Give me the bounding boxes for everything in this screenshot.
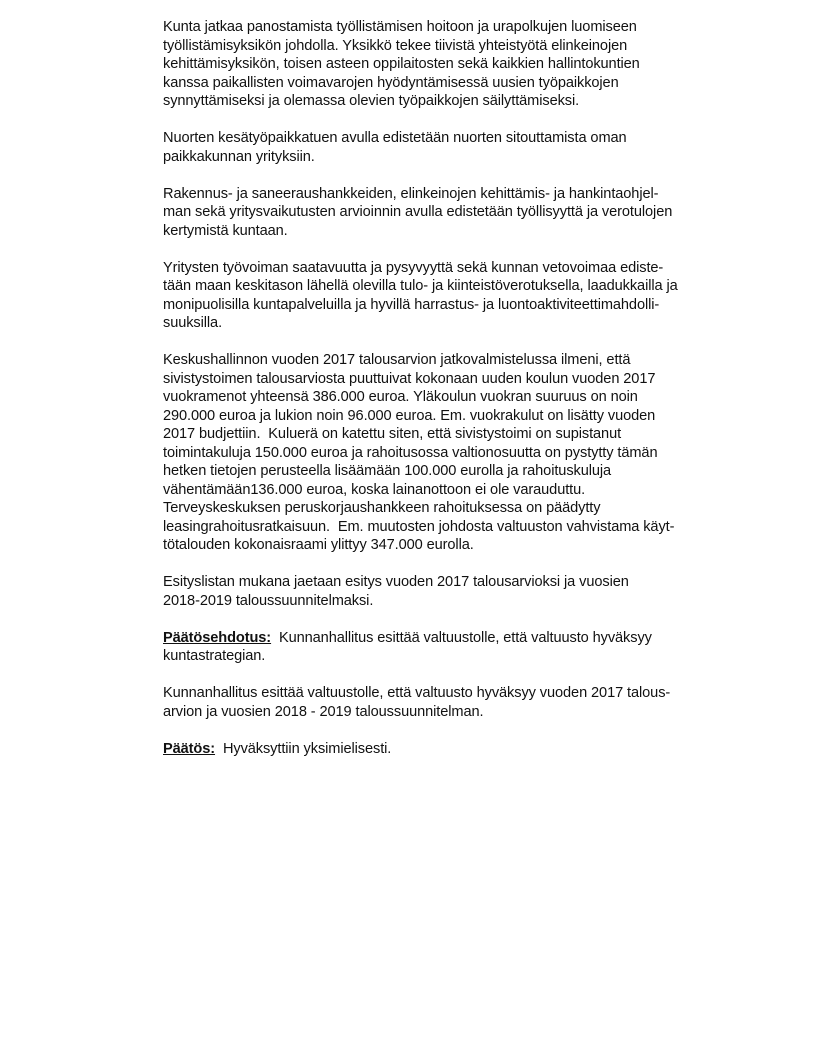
- line-text: vähentämään136.000 euroa, koska lainanottoon ei ole varauduttu.: [163, 481, 586, 498]
- line-text: 2017 budjettiin. Kuluerä on katettu siten, että sivistystoimi on supistanut: [163, 426, 622, 442]
- line-text: Yritysten työvoiman saatavuutta ja pysyvyyttä sekä kunnan vetovoimaa ediste-: [163, 259, 664, 276]
- line-text: leasingrahoitusratkaisuun. Em. muutosten johdosta valtuuston vahvistama käyt-: [163, 518, 675, 535]
- paragraph: [163, 129, 753, 166]
- line-text: toimintakuluja 150.000 euroa ja rahoitusossa valtionosuutta on pystytty tämän: [163, 444, 658, 461]
- line-text: kehittämisyksikön, toisen asteen oppilaitosten sekä kaikkien hallintokuntien: [163, 56, 640, 72]
- text-line: [163, 370, 753, 389]
- paragraph: [163, 684, 753, 721]
- line-text: kertymistä kuntaan.: [163, 222, 288, 239]
- text-line: [163, 148, 753, 167]
- line-text: sivistystoimen talousarviosta puuttuivat kokonaan uuden koulun vuoden 2017: [163, 370, 656, 387]
- text-line: [163, 481, 753, 500]
- line-text: Esityslistan mukana jaetaan esitys vuoden 2017 talousarvioksi ja vuosien: [163, 574, 629, 590]
- line-text: Kunnanhallitus esittää valtuustolle, että valtuusto hyväksyy: [271, 629, 652, 646]
- text-line: [163, 18, 753, 37]
- line-text: arvion ja vuosien 2018 - 2019 taloussuunnitelman.: [163, 703, 484, 720]
- text-line: [163, 499, 753, 518]
- line-text: man sekä yritysvaikutusten arvioinnin avulla edistetään työllisyyttä ja verotulojen: [163, 204, 673, 220]
- paragraph: [163, 185, 753, 241]
- section-label: Päätös:: [163, 740, 216, 757]
- line-text: synnyttämiseksi ja olemassa olevien työpaikkojen säilyttämiseksi.: [163, 93, 580, 109]
- text-line: [163, 185, 753, 204]
- text-line: [163, 259, 753, 278]
- line-text: vuokramenot yhteensä 386.000 euroa. Yläkoulun vuokran suuruus on noin: [163, 389, 638, 405]
- line-text: 2018-2019 taloussuunnitelmaksi.: [163, 592, 374, 609]
- line-text: Keskushallinnon vuoden 2017 talousarvion jatkovalmistelussa ilmeni, että: [163, 352, 631, 368]
- text-line: [163, 629, 753, 648]
- line-text: 290.000 euroa ja lukion noin 96.000 euroa. Em. vuokrakulut on lisätty vuoden: [163, 407, 656, 424]
- text-line: [163, 684, 753, 703]
- line-text: monipuolisilla kuntapalveluilla ja hyvillä harrastus- ja luontoaktiviteettimahdolli-: [163, 296, 660, 313]
- line-text: Kunta jatkaa panostamista työllistämisen hoitoon ja urapolkujen luomiseen: [163, 19, 637, 35]
- text-line: [163, 388, 753, 407]
- text-line: [163, 277, 753, 296]
- text-line: [163, 592, 753, 611]
- line-text: tötalouden kokonaisraami ylittyy 347.000 eurolla.: [163, 537, 474, 553]
- text-line: [163, 740, 753, 759]
- paragraph: [163, 573, 753, 610]
- text-line: [163, 92, 753, 111]
- line-text: Rakennus- ja saneeraushankkeiden, elinkeinojen kehittämis- ja hankintaohjel-: [163, 185, 659, 202]
- line-text: tään maan keskitason lähellä olevilla tulo- ja kiinteistöverotuksella, laadukkailla ja: [163, 278, 678, 294]
- text-line: [163, 37, 753, 56]
- line-text: kuntastrategian.: [163, 648, 266, 664]
- text-line: [163, 462, 753, 481]
- text-line: [163, 407, 753, 426]
- text-line: [163, 647, 753, 666]
- text-line: [163, 703, 753, 722]
- section-label: Päätösehdotus:: [163, 629, 272, 646]
- line-text: Terveyskeskuksen peruskorjaushankkeen rahoituksessa on päädytty: [163, 500, 601, 516]
- line-text: hetken tietojen perusteella lisäämään 100.000 eurolla ja rahoituskuluja: [163, 463, 612, 479]
- line-text: Kunnanhallitus esittää valtuustolle, että valtuusto hyväksyy vuoden 2017 talous-: [163, 685, 671, 701]
- text-line: [163, 129, 753, 148]
- line-text: paikkakunnan yrityksiin.: [163, 148, 315, 165]
- text-line: [163, 536, 753, 555]
- paragraph: [163, 259, 753, 333]
- line-text: Hyväksyttiin yksimielisesti.: [215, 740, 392, 757]
- text-line: [163, 55, 753, 74]
- line-text: suuksilla.: [163, 315, 223, 331]
- document-body: [163, 18, 753, 777]
- text-line: [163, 222, 753, 241]
- text-line: [163, 444, 753, 463]
- line-text: Nuorten kesätyöpaikkatuen avulla edistetään nuorten sitouttamista oman: [163, 130, 627, 146]
- text-line: [163, 203, 753, 222]
- decision-paragraph: [163, 740, 753, 759]
- text-line: [163, 518, 753, 537]
- text-line: [163, 425, 753, 444]
- text-line: [163, 296, 753, 315]
- decision-paragraph: [163, 629, 753, 666]
- text-line: [163, 74, 753, 93]
- paragraph: [163, 351, 753, 555]
- text-line: [163, 573, 753, 592]
- paragraph: [163, 18, 753, 111]
- text-line: [163, 351, 753, 370]
- text-line: [163, 314, 753, 333]
- line-text: työllistämisyksikön johdolla. Yksikkö tekee tiivistä yhteistyötä elinkeinojen: [163, 37, 628, 54]
- line-text: kanssa paikallisten voimavarojen hyödyntämisessä uusien työpaikkojen: [163, 74, 619, 91]
